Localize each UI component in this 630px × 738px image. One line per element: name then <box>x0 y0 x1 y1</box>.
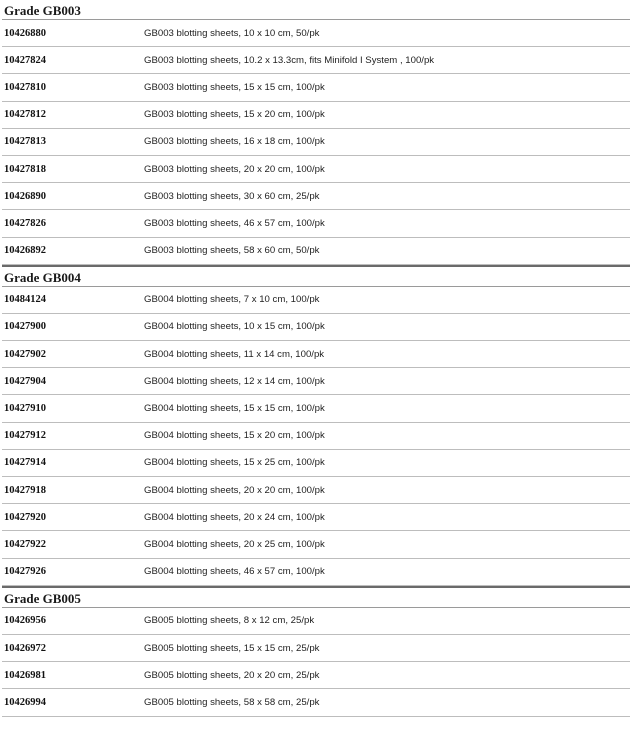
table-row <box>2 20 630 47</box>
product-code: 10427818 <box>4 163 46 175</box>
product-description: GB003 blotting sheets, 15 x 15 cm, 100/pk <box>144 81 325 93</box>
table-row <box>2 238 630 265</box>
grade-section <box>2 265 630 586</box>
table-row <box>2 341 630 368</box>
product-description: GB005 blotting sheets, 15 x 15 cm, 25/pk <box>144 642 320 654</box>
product-description: GB003 blotting sheets, 46 x 57 cm, 100/pk <box>144 217 325 229</box>
table-row <box>2 129 630 156</box>
product-code: 10427910 <box>4 403 46 415</box>
product-code: 10426994 <box>4 696 46 708</box>
product-description: GB004 blotting sheets, 46 x 57 cm, 100/pk <box>144 566 325 578</box>
grade-section <box>2 586 630 717</box>
table-row <box>2 314 630 341</box>
table-row <box>2 635 630 662</box>
product-code: 10426972 <box>4 642 46 654</box>
product-code: 10427902 <box>4 348 46 360</box>
product-description: GB004 blotting sheets, 15 x 25 cm, 100/pk <box>144 457 325 469</box>
table-row <box>2 531 630 558</box>
table-row <box>2 156 630 183</box>
product-code: 10427810 <box>4 81 46 93</box>
product-code: 10427812 <box>4 109 46 121</box>
product-code: 10426981 <box>4 669 46 681</box>
product-code: 10484124 <box>4 294 46 306</box>
product-description: GB003 blotting sheets, 16 x 18 cm, 100/pk <box>144 136 325 148</box>
table-row <box>2 74 630 101</box>
table-row <box>2 47 630 74</box>
product-description: GB003 blotting sheets, 15 x 20 cm, 100/pk <box>144 109 325 121</box>
table-row <box>2 395 630 422</box>
product-description: GB004 blotting sheets, 15 x 15 cm, 100/pk <box>144 403 325 415</box>
table-row <box>2 504 630 531</box>
product-description: GB005 blotting sheets, 58 x 58 cm, 25/pk <box>144 696 320 708</box>
section-header: Grade GB005 <box>2 586 630 608</box>
table-row <box>2 423 630 450</box>
product-code: 10427900 <box>4 321 46 333</box>
product-description: GB004 blotting sheets, 20 x 20 cm, 100/pk <box>144 484 325 496</box>
section-header: Grade GB004 <box>2 265 630 287</box>
product-description: GB004 blotting sheets, 20 x 24 cm, 100/pk <box>144 511 325 523</box>
product-code: 10427920 <box>4 511 46 523</box>
product-description: GB003 blotting sheets, 10 x 10 cm, 50/pk <box>144 27 320 39</box>
product-code: 10426892 <box>4 245 46 257</box>
table-row <box>2 559 630 586</box>
table-row <box>2 477 630 504</box>
product-code: 10427914 <box>4 457 46 469</box>
product-description: GB004 blotting sheets, 12 x 14 cm, 100/pk <box>144 375 325 387</box>
product-description: GB004 blotting sheets, 10 x 15 cm, 100/pk <box>144 321 325 333</box>
product-description: GB004 blotting sheets, 15 x 20 cm, 100/pk <box>144 430 325 442</box>
table-row <box>2 662 630 689</box>
product-code: 10426890 <box>4 190 46 202</box>
table-row <box>2 102 630 129</box>
table-row <box>2 368 630 395</box>
product-description: GB003 blotting sheets, 10.2 x 13.3cm, fits Minifold I System , 100/pk <box>144 54 435 66</box>
product-description: GB005 blotting sheets, 20 x 20 cm, 25/pk <box>144 669 320 681</box>
product-code: 10427918 <box>4 484 46 496</box>
product-code: 10426880 <box>4 27 46 39</box>
table-row <box>2 287 630 314</box>
table-row <box>2 210 630 237</box>
section-header: Grade GB003 <box>2 0 630 20</box>
product-description: GB003 blotting sheets, 58 x 60 cm, 50/pk <box>144 245 320 257</box>
product-code: 10427904 <box>4 375 46 387</box>
product-code: 10427826 <box>4 217 46 229</box>
product-code: 10427824 <box>4 54 46 66</box>
product-code: 10427813 <box>4 136 46 148</box>
product-description: GB005 blotting sheets, 8 x 12 cm, 25/pk <box>144 615 315 627</box>
product-code: 10426956 <box>4 615 46 627</box>
table-row <box>2 183 630 210</box>
product-catalog-table <box>2 0 630 717</box>
table-row <box>2 689 630 716</box>
product-description: GB003 blotting sheets, 20 x 20 cm, 100/pk <box>144 163 325 175</box>
product-code: 10427926 <box>4 566 46 578</box>
product-description: GB004 blotting sheets, 7 x 10 cm, 100/pk <box>144 294 320 306</box>
product-description: GB004 blotting sheets, 20 x 25 cm, 100/pk <box>144 538 325 550</box>
product-description: GB004 blotting sheets, 11 x 14 cm, 100/pk <box>144 348 325 360</box>
table-row <box>2 450 630 477</box>
grade-section <box>2 0 630 265</box>
product-description: GB003 blotting sheets, 30 x 60 cm, 25/pk <box>144 190 320 202</box>
product-code: 10427912 <box>4 430 46 442</box>
product-code: 10427922 <box>4 538 46 550</box>
table-row <box>2 608 630 635</box>
